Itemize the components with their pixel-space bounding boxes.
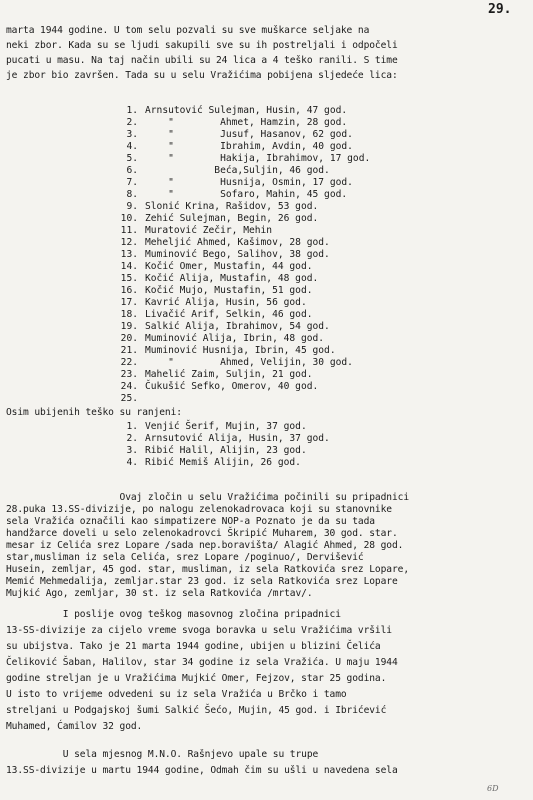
list-item-number: 15. <box>120 273 138 284</box>
list-item-text: " Ahmed, Velijin, 30 god. <box>145 357 353 368</box>
list-item-number: 19. <box>120 321 138 332</box>
list-item-text: Muminović Husnija, Ibrin, 45 god. <box>145 345 336 356</box>
list-item-number: 6. <box>126 165 138 176</box>
list-item-number: 5. <box>126 153 138 164</box>
list-item-text: Zehić Sulejman, Begin, 26 god. <box>145 213 319 224</box>
text-line: godine streljan je u Vražićima Mujkić Omer, Fejzov, star 25 godina. <box>6 673 387 684</box>
margin-mark: 6D <box>487 784 499 793</box>
list-item-text: Mahelić Zaim, Suljin, 21 god. <box>145 369 313 380</box>
text-line: star,musliman iz sela Celića, srez Lopare /poginuo/, Dervišević <box>6 552 364 563</box>
text-line: neki zbor. Kada su se ljudi sakupili sve su ih postreljali i odpočeli <box>6 40 398 51</box>
text-line: 13.SS-divizije u martu 1944 godine, Odmah čim su ušli u navedena sela <box>6 765 398 776</box>
list-item-number: 12. <box>120 237 138 248</box>
text-line: sela Vražića označili kao simpatizere NOP-a Poznato je da su tada <box>6 516 375 527</box>
list-item-number: 18. <box>120 309 138 320</box>
list-item-number: 10. <box>120 213 138 224</box>
list-item-number: 3. <box>126 445 138 456</box>
wounded-heading: Osim ubijenih teško su ranjeni: <box>6 407 182 418</box>
list-item-text: Kočić Omer, Mustafin, 44 god. <box>145 261 313 272</box>
list-item-text: Arnsutović Sulejman, Husin, 47 god. <box>145 105 348 116</box>
text-line: 28.puka 13.SS-divizije, po nalogu zelenokadrovaca koji su stanovnike <box>6 504 392 515</box>
list-item-text: " Jusuf, Hasanov, 62 god. <box>145 129 353 140</box>
page-number: 29. <box>488 2 512 17</box>
text-line: streljani u Podgajskoj šumi Salkić Šećo, Mujin, 45 god. i Ibrićević <box>6 705 387 716</box>
list-item-number: 24. <box>120 381 138 392</box>
list-item-number: 9. <box>126 201 138 212</box>
text-line: Mujkić Ago, zemljar, 30 st. iz sela Ratkovića /mrtav/. <box>6 588 313 599</box>
list-item-number: 8. <box>126 189 138 200</box>
list-item-number: 7. <box>126 177 138 188</box>
text-line: je zbor bio završen. Tada su u selu Vražićima pobijena sljedeće lica: <box>6 70 398 81</box>
list-item-number: 21. <box>120 345 138 356</box>
list-item-text: Muminović Alija, Ibrin, 48 god. <box>145 333 325 344</box>
text-line: handžarce doveli u selo zelenokadrovci Škripić Muharem, 30 god. star. <box>6 528 398 539</box>
list-item-number: 22. <box>120 357 138 368</box>
text-line: Ovaj zločin u selu Vražićima počinili su pripadnici <box>6 492 409 503</box>
list-item-number: 23. <box>120 369 138 380</box>
list-item-number: 17. <box>120 297 138 308</box>
text-line: U sela mjesnog M.N.O. Rašnjevo upale su trupe <box>6 749 319 760</box>
list-item-text: " Hakija, Ibrahimov, 17 god. <box>145 153 371 164</box>
list-item-text: Kočić Mujo, Mustafin, 51 god. <box>145 285 313 296</box>
text-line: mesar iz Celića srez Lopare /sada nep.boravišta/ Alagić Ahmed, 28 god. <box>6 540 404 551</box>
text-line: U isto to vrijeme odvedeni su iz sela Vražića u Brčko i tamo <box>6 689 347 700</box>
list-item-text: Meheljić Ahmed, Kašimov, 28 god. <box>145 237 330 248</box>
list-item-text: " Husnija, Osmin, 17 god. <box>145 177 353 188</box>
list-item-text: " Sofaro, Mahin, 45 god. <box>145 189 348 200</box>
list-item-number: 16. <box>120 285 138 296</box>
list-item-text: Slonić Krina, Rašidov, 53 god. <box>145 201 319 212</box>
text-line: Memić Mehmedalija, zemljar.star 23 god. iz sela Ratkovića srez Lopare <box>6 576 398 587</box>
list-item-text: Salkić Alija, Ibrahimov, 54 god. <box>145 321 330 332</box>
list-item-number: 25. <box>120 393 138 404</box>
list-item-number: 11. <box>120 225 138 236</box>
text-line: marta 1944 godine. U tom selu pozvali su sve muškarce seljake na <box>6 25 370 36</box>
list-item-number: 1. <box>126 105 138 116</box>
text-line: Husein, zemljar, 45 god. star, musliman, iz sela Ratkovića srez Lopare, <box>6 564 409 575</box>
list-item-text: Arnsutović Alija, Husin, 37 god. <box>145 433 330 444</box>
list-item-text: Beća,Suljin, 46 god. <box>145 165 330 176</box>
list-item-number: 4. <box>126 457 138 468</box>
text-line: I poslije ovog teškog masovnog zločina pripadnici <box>6 609 341 620</box>
text-line: su ubijstva. Tako je 21 marta 1944 godine, ubijen u blizini Čelića <box>6 641 381 652</box>
list-item-text: Muratović Zečir, Mehin <box>145 225 273 236</box>
list-item-text: Ribić Halil, Alijin, 23 god. <box>145 445 307 456</box>
list-item-number: 14. <box>120 261 138 272</box>
list-item-number: 3. <box>126 129 138 140</box>
list-item-text: " Ibrahim, Avdin, 40 god. <box>145 141 353 152</box>
list-item-text: Čukušić Sefko, Omerov, 40 god. <box>145 381 319 392</box>
list-item-number: 2. <box>126 433 138 444</box>
list-item-text: Kavrić Alija, Husin, 56 god. <box>145 297 307 308</box>
text-line: pucati u masu. Na taj način ubili su 24 lica a 4 teško ranili. S time <box>6 55 398 66</box>
text-line: Čeliković Šaban, Halilov, star 34 godine iz sela Vražića. U maju 1944 <box>6 657 398 668</box>
list-item-number: 4. <box>126 141 138 152</box>
list-item-number: 13. <box>120 249 138 260</box>
text-line: 13-SS-divizije za cijelo vreme svoga boravka u selu Vražićima vršili <box>6 625 392 636</box>
text-line: Muhamed, Ćamilov 32 god. <box>6 721 143 732</box>
list-item-text: Kočić Alija, Mustafin, 48 god. <box>145 273 319 284</box>
list-item-text: Ribić Memiš Alijin, 26 god. <box>145 457 301 468</box>
list-item-number: 1. <box>126 421 138 432</box>
list-item-text: Muminović Bego, Salihov, 38 god. <box>145 249 330 260</box>
list-item-text: Venjić Šerif, Mujin, 37 god. <box>145 421 307 432</box>
list-item-text: " Ahmet, Hamzin, 28 god. <box>145 117 348 128</box>
list-item-number: 2. <box>126 117 138 128</box>
list-item-number: 20. <box>120 333 138 344</box>
list-item-text: Livačić Arif, Selkin, 46 god. <box>145 309 313 320</box>
